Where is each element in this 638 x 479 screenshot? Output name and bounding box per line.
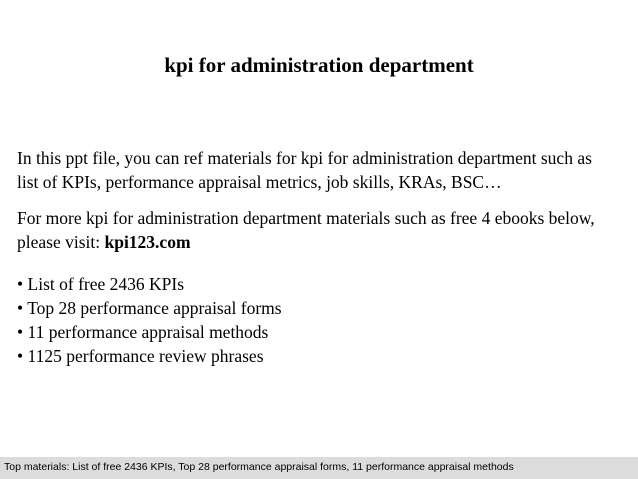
bullet-marker: •	[17, 346, 24, 366]
visit-paragraph-text: For more kpi for administration department materials such as free 4 ebooks below, please visit:	[17, 208, 595, 252]
bullet-marker: •	[17, 274, 24, 294]
list-item	[17, 320, 282, 344]
list-item-text: List of free 2436 KPIs	[27, 274, 185, 294]
bullet-marker: •	[17, 298, 24, 318]
slide-title: kpi for administration department	[164, 53, 474, 77]
bullet-marker: •	[17, 322, 24, 342]
list-item	[17, 272, 282, 296]
list-item-text: 1125 performance review phrases	[27, 346, 264, 366]
visit-paragraph	[17, 206, 617, 254]
footer-bar: Top materials: List of free 2436 KPIs, Top 28 performance appraisal forms, 11 performance appraisal methods	[0, 457, 638, 479]
list-item-text: 11 performance appraisal methods	[27, 322, 269, 342]
list-item-text: Top 28 performance appraisal forms	[27, 298, 282, 318]
materials-list	[17, 272, 282, 368]
list-item	[17, 344, 282, 368]
list-item	[17, 296, 282, 320]
intro-paragraph: In this ppt file, you can ref materials for kpi for administration department such as list of KPIs, performance appraisal metrics, job skills, KRAs, BSC…	[17, 148, 592, 192]
website-link[interactable]: kpi123.com	[104, 232, 191, 252]
